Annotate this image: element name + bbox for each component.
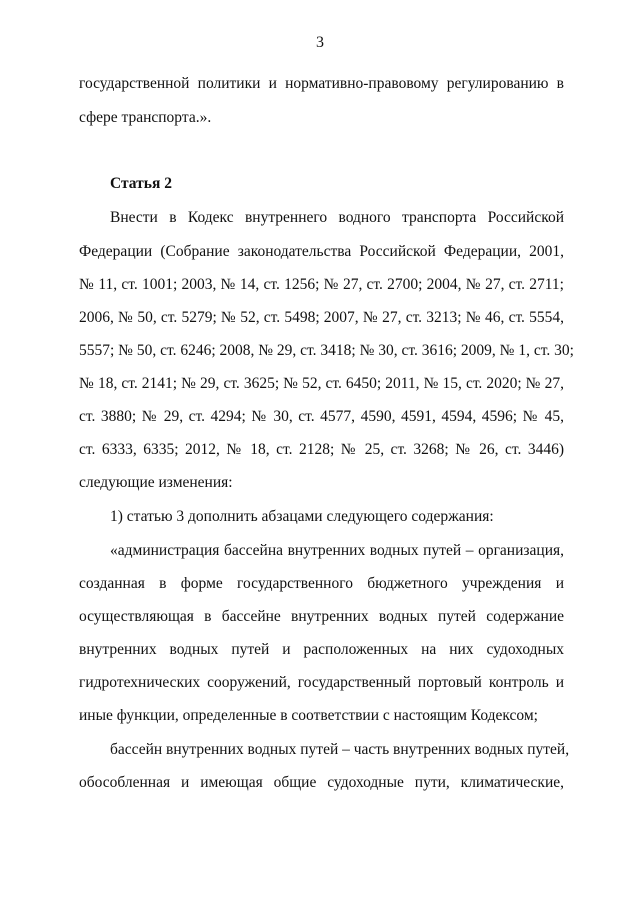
paragraph-line: иные функции, определенные в соответствии с настоящим Кодексом; xyxy=(79,707,538,724)
article-heading: Статья 2 xyxy=(110,175,172,192)
paragraph-line: № 11, ст. 1001; 2003, № 14, ст. 1256; № 27, ст. 2700; 2004, № 27, ст. 2711; xyxy=(79,276,564,293)
page-number: 3 xyxy=(316,34,324,51)
paragraph-line: сфере транспорта.». xyxy=(79,109,212,126)
paragraph-line: гидротехнических сооружений, государственный портовый контроль и xyxy=(79,674,564,691)
paragraph-line: осуществляющая в бассейне внутренних водных путей содержание xyxy=(79,608,564,625)
paragraph-line: Федерации (Собрание законодательства Российской Федерации, 2001, xyxy=(79,243,564,260)
paragraph-line: бассейн внутренних водных путей – часть внутренних водных путей, xyxy=(110,741,570,758)
paragraph-line: внутренних водных путей и расположенных на них судоходных xyxy=(79,641,564,658)
paragraph-line: созданная в форме государственного бюджетного учреждения и xyxy=(79,575,564,592)
paragraph-line: 2006, № 50, ст. 5279; № 52, ст. 5498; 2007, № 27, ст. 3213; № 46, ст. 5554, xyxy=(79,309,564,326)
paragraph-line: 5557; № 50, ст. 6246; 2008, № 29, ст. 3418; № 30, ст. 3616; 2009, № 1, ст. 30; xyxy=(79,342,574,359)
paragraph-line: ст. 6333, 6335; 2012, № 18, ст. 2128; № 25, ст. 3268; № 26, ст. 3446) xyxy=(79,441,564,458)
paragraph-line: № 18, ст. 2141; № 29, ст. 3625; № 52, ст. 6450; 2011, № 15, ст. 2020; № 27, xyxy=(79,375,564,392)
paragraph-line: ст. 3880; № 29, ст. 4294; № 30, ст. 4577, 4590, 4591, 4594, 4596; № 45, xyxy=(79,408,564,425)
paragraph-line: государственной политики и нормативно-правовому регулированию в xyxy=(79,75,564,92)
paragraph-line: «администрация бассейна внутренних водных путей – организация, xyxy=(110,542,564,559)
paragraph-line: обособленная и имеющая общие судоходные пути, климатические, xyxy=(79,774,564,791)
list-item: 1) статью 3 дополнить абзацами следующего содержания: xyxy=(110,508,494,525)
paragraph-line: следующие изменения: xyxy=(79,474,233,491)
paragraph-line: Внести в Кодекс внутреннего водного транспорта Российской xyxy=(110,209,564,226)
